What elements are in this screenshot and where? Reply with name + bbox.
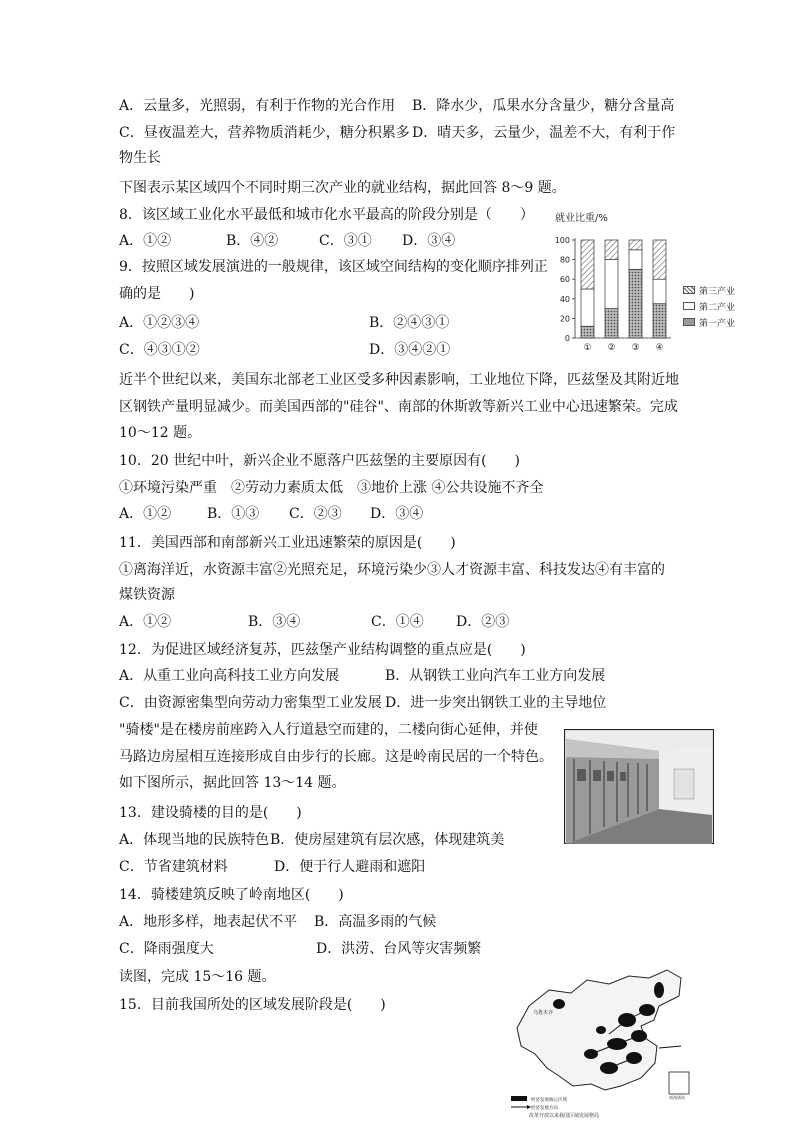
bar-segment	[629, 240, 642, 250]
china-regional-development-map	[509, 968, 694, 1118]
legend-label: 第三产业	[699, 286, 736, 297]
answer-option: B．①③	[207, 506, 260, 522]
qilou-arcade-photo	[564, 729, 714, 844]
text-line	[119, 452, 520, 470]
text-content: 近半个世纪以来，美国东北部老工业区受多种因素影响，工业地位下降，匹兹堡及其附近地	[119, 372, 679, 388]
answer-option: D．晴天多，云量少，温差不大，有利于作	[412, 125, 676, 141]
answer-option: B．使房屋建筑有层次感，体现建筑美	[270, 832, 505, 848]
text-line	[119, 996, 386, 1014]
text-content: ①离海洋近，水资源丰富②光照充足，环境污染少③人才资源丰富、科技发达④有丰富的	[119, 562, 665, 578]
answer-option: A．①②	[119, 614, 172, 630]
bar-segment	[653, 240, 666, 279]
text-line	[119, 534, 456, 552]
bar-segment	[605, 309, 618, 338]
text-line	[119, 641, 526, 659]
text-content: 10～12 题。	[119, 425, 202, 441]
x-tick-label: ④	[655, 343, 664, 353]
text-line	[119, 721, 538, 739]
text-line	[119, 968, 276, 986]
text-line	[119, 232, 456, 250]
text-line	[119, 613, 510, 631]
answer-option: B．④②	[226, 233, 279, 249]
text-line	[119, 314, 450, 332]
answer-option: C．①④	[371, 614, 424, 630]
text-line	[119, 398, 678, 416]
text-line	[119, 748, 553, 766]
text-content: 8．该区域工业化水平最低和城市化水平最高的阶段分别是（ ）	[119, 207, 534, 223]
legend-entry	[683, 298, 753, 314]
text-line	[119, 97, 675, 115]
text-content: 读图，完成 15～16 题。	[119, 969, 276, 985]
legend-label: 第二产业	[699, 302, 736, 313]
legend-core-swatch	[511, 1096, 527, 1101]
text-line	[119, 774, 346, 792]
y-tick-label: 0	[564, 334, 570, 343]
text-content: ①环境污染严重 ②劳动力素质太低 ③地价上涨 ④公共设施不齐全	[119, 480, 544, 496]
chart-ylabel: 就业比重/%	[555, 213, 608, 224]
answer-option: B．从钢铁工业向汽车工业方向发展	[385, 668, 606, 684]
text-content: 13．建设骑楼的目的是( )	[119, 805, 302, 821]
inset-label: 南海诸岛	[669, 1095, 685, 1100]
answer-option: A．地形多样，地表起伏不平	[119, 914, 298, 930]
answer-option: B．降水少，瓜果水分含量少，糖分含量高	[412, 98, 675, 114]
answer-option: A．①②	[119, 233, 172, 249]
text-line	[119, 179, 566, 197]
bar-segment	[605, 260, 618, 309]
answer-option: A．体现当地的民族特色	[119, 832, 270, 848]
text-content: "骑楼"是在楼房前座跨入人行道悬空而建的，二楼向街心延伸，并使	[119, 722, 538, 738]
bar-segment	[629, 269, 642, 338]
text-content: 马路边房屋相互连接形成自由步行的长廊。这是岭南民居的一个特色。	[119, 749, 553, 765]
text-content: 14．骑楼建筑反映了岭南地区( )	[119, 887, 344, 903]
text-line	[119, 804, 302, 822]
legend-label: 第一产业	[699, 318, 736, 329]
text-content: 12．为促进区域经济复苏，匹兹堡产业结构调整的重点应是( )	[119, 642, 526, 658]
y-tick-label: 40	[559, 294, 570, 304]
legend-swatch	[683, 318, 695, 326]
answer-option: B．③④	[248, 614, 301, 630]
text-line	[119, 667, 606, 685]
text-line	[119, 341, 451, 359]
text-line	[119, 124, 676, 142]
text-line	[119, 886, 344, 904]
south-sea-inset	[669, 1072, 689, 1094]
text-line	[119, 586, 175, 604]
text-line	[119, 371, 679, 389]
answer-option: C．昼夜温差大，营养物质消耗少，糖分积累多	[119, 125, 410, 141]
text-line	[119, 258, 548, 276]
legend-entry	[683, 314, 753, 330]
answer-option: A．云量多，光照弱，有利于作物的光合作用	[119, 98, 396, 114]
y-tick-label: 60	[559, 275, 570, 285]
answer-option: C．由资源密集型向劳动力密集型工业发展	[119, 695, 382, 711]
answer-option: D．洪涝、台风等灾害频繁	[316, 941, 482, 957]
chart-legend	[683, 282, 753, 330]
text-content: 煤铁资源	[119, 587, 175, 603]
x-tick-label: ②	[607, 343, 616, 353]
legend-entry	[683, 282, 753, 298]
text-line	[119, 479, 543, 497]
answer-option: A．①②③④	[119, 315, 200, 331]
answer-option: A．从重工业向高科技工业方向发展	[119, 668, 340, 684]
text-line	[119, 206, 534, 224]
x-tick-label: ①	[583, 343, 592, 353]
text-line	[119, 831, 505, 849]
map-place-label: 乌鲁木齐	[533, 1010, 554, 1016]
bar-segment	[581, 289, 594, 326]
text-line	[119, 940, 482, 958]
map-caption: 改革开放以来我国区域发展格局	[529, 1113, 600, 1118]
bar-segment	[653, 279, 666, 304]
bar-segment	[629, 250, 642, 270]
answer-option: C．③①	[319, 233, 372, 249]
answer-option: A．①②	[119, 506, 172, 522]
answer-option: D．便于行人避雨和遮阳	[274, 859, 426, 875]
text-content: 确的是 )	[119, 286, 195, 302]
bar-segment	[581, 240, 594, 289]
text-content: 下图表示某区域四个不同时期三次产业的就业结构，据此回答 8～9 题。	[119, 180, 566, 196]
legend-core-label: 经济发展核心区域	[531, 1098, 567, 1103]
answer-option: B．高温多雨的气候	[314, 914, 437, 930]
answer-option: D．②③	[456, 614, 510, 630]
answer-option: C．②③	[289, 506, 342, 522]
answer-option: C．节省建筑材料	[119, 859, 228, 875]
answer-option: D．③④②①	[369, 342, 451, 358]
answer-option: C．降雨强度大	[119, 941, 214, 957]
text-line	[119, 149, 161, 167]
text-line	[119, 858, 426, 876]
answer-option: D．③④	[402, 233, 456, 249]
y-tick-label: 20	[559, 314, 570, 324]
text-line	[119, 505, 424, 523]
text-content: 物生长	[119, 150, 161, 166]
y-tick-label: 100	[554, 236, 570, 245]
legend-swatch	[683, 302, 695, 310]
y-tick-label: 80	[559, 255, 570, 265]
text-content: 15．目前我国所处的区域发展阶段是( )	[119, 997, 386, 1013]
answer-option: C．④③①②	[119, 342, 200, 358]
text-content: 区钢铁产量明显减少。而美国西部的"硅谷"、南部的休斯敦等新兴工业中心迅速繁荣。完成	[119, 399, 678, 415]
text-line	[119, 561, 665, 579]
answer-option: B．②④③①	[369, 315, 450, 331]
legend-direction-label: 经济发展方向	[531, 1106, 558, 1111]
text-line	[119, 424, 201, 442]
text-content: 10．20 世纪中叶，新兴企业不愿落户匹兹堡的主要原因有( )	[119, 453, 521, 469]
text-content: 如下图所示，据此回答 13～14 题。	[119, 775, 346, 791]
x-tick-label: ③	[631, 343, 640, 353]
text-line	[119, 694, 607, 712]
text-line	[119, 285, 194, 303]
text-content: 9．按照区域发展演进的一般规律，该区域空间结构的变化顺序排列正	[119, 259, 548, 275]
employment-structure-chart	[553, 208, 685, 354]
answer-option: D．进一步突出钢铁工业的主导地位	[385, 695, 607, 711]
text-line	[119, 913, 437, 931]
answer-option: D．③④	[370, 506, 424, 522]
legend-swatch	[683, 286, 695, 294]
bar-segment	[581, 326, 594, 338]
bar-segment	[653, 304, 666, 338]
bar-segment	[605, 240, 618, 260]
text-content: 11．美国西部和南部新兴工业迅速繁荣的原因是( )	[119, 535, 456, 551]
